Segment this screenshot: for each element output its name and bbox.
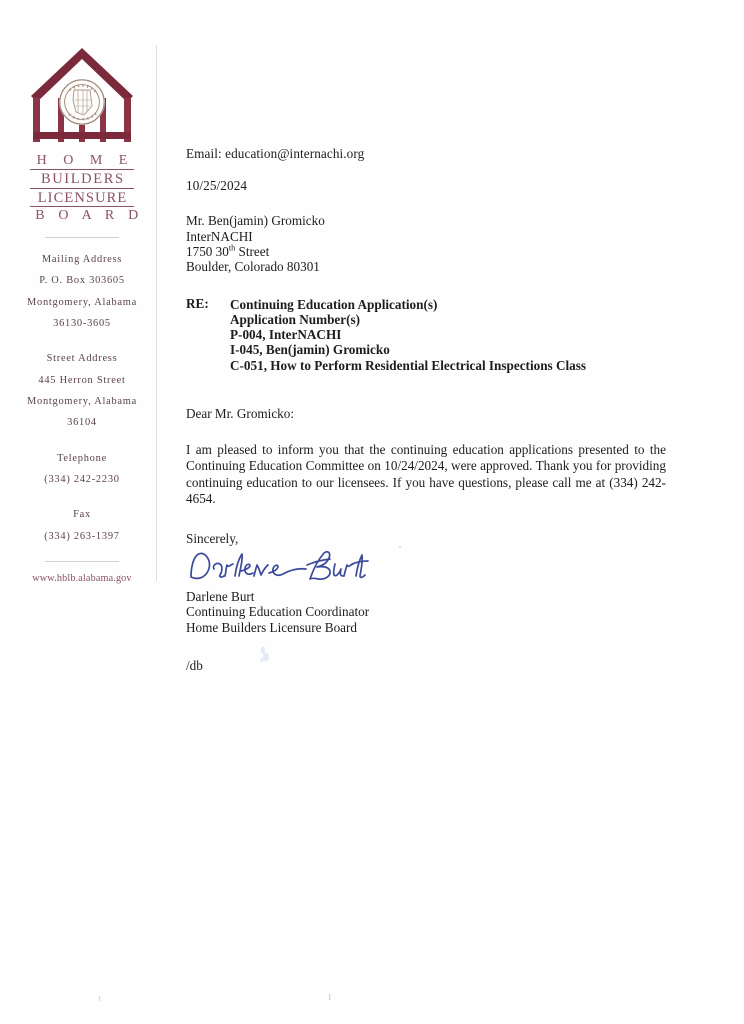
- website-url[interactable]: www.hblb.alabama.gov: [32, 572, 132, 584]
- letterhead-vertical-divider: [156, 45, 157, 581]
- re-label: RE:: [186, 295, 209, 311]
- signer-name: Darlene Burt: [186, 588, 255, 604]
- recipient-street: [186, 244, 678, 259]
- recipient-street-name: Street: [235, 244, 270, 259]
- street-address-line-2: Montgomery, Alabama: [27, 395, 137, 407]
- letterhead-sidebar: [18, 44, 146, 584]
- re-line-4: I-045, Ben(jamin) Gromicko: [230, 342, 390, 358]
- recipient-address-block: [186, 213, 678, 275]
- signer-block: [186, 589, 678, 635]
- letterhead-divider-top: [45, 237, 119, 238]
- mailing-address-line-2: Montgomery, Alabama: [27, 296, 137, 308]
- email-line: Email: education@internachi.org: [186, 146, 365, 161]
- street-address-line-3: 36104: [67, 417, 97, 429]
- re-line-3: P-004, InterNACHI: [230, 327, 342, 343]
- mailing-address-heading: Mailing Address: [41, 254, 123, 265]
- fax-value: (334) 263-1397: [44, 530, 120, 542]
- recipient-city-state-zip: Boulder, Colorado 80301: [186, 259, 320, 275]
- re-line-5: C-051, How to Perform Residential Electrical Inspections Class: [230, 357, 587, 373]
- scan-speck-artifact-bottom-left: [96, 994, 104, 1004]
- logo-word-licensure: LICENSURE: [30, 191, 134, 208]
- logo-word-home: H O M E: [30, 154, 134, 170]
- mailing-address-block: [18, 249, 146, 334]
- recipient-name: Mr. Ben(jamin) Gromicko: [186, 213, 325, 229]
- letterhead-divider-bottom: [45, 561, 119, 562]
- typist-initials: /db: [186, 658, 203, 674]
- signer-title: Continuing Education Coordinator: [186, 604, 370, 620]
- street-address-line-1: 445 Herron Street: [38, 374, 126, 386]
- mailing-address-line-3: 36130-3605: [53, 317, 111, 329]
- re-subject-block: [186, 297, 678, 373]
- telephone-block: [18, 448, 146, 491]
- body-paragraph: I am pleased to inform you that the continuing education applications presented to the Continuing Education Committee on 10/24/2024, were approved. Thank you for providing continuing education to our licensees. If you have questions, please call me at (334) 242-4654.: [186, 442, 666, 507]
- logo-wordmark: [30, 153, 144, 224]
- recipient-street-number: 1750 30: [186, 244, 229, 259]
- letter-body: [186, 146, 678, 672]
- email-block: [186, 146, 678, 162]
- letter-date: 10/25/2024: [186, 177, 248, 193]
- recipient-street-ordinal: th: [228, 243, 236, 253]
- logo-word-builders: BUILDERS: [30, 172, 134, 189]
- street-address-block: [18, 348, 146, 433]
- recipient-organization: InterNACHI: [186, 228, 253, 244]
- signer-organization: Home Builders Licensure Board: [186, 619, 358, 635]
- mailing-address-line-1: P. O. Box 303605: [39, 275, 125, 287]
- re-line-1: Continuing Education Application(s): [230, 296, 438, 312]
- telephone-heading: Telephone: [57, 452, 107, 464]
- signature-area: [186, 547, 376, 587]
- closing-line: Sincerely,: [186, 530, 239, 546]
- date-block: [186, 178, 678, 194]
- logo-word-board: B O A R D: [35, 208, 144, 223]
- telephone-value: (334) 242-2230: [44, 473, 120, 485]
- house-with-state-seal-logo: [26, 44, 138, 148]
- street-address-heading: Street Address: [46, 353, 118, 365]
- fax-block: [18, 504, 146, 547]
- salutation: Dear Mr. Gromicko:: [186, 405, 295, 421]
- fax-heading: Fax: [73, 509, 91, 521]
- scan-speck-artifact-bottom-center: [326, 993, 334, 1003]
- re-line-2: Application Number(s): [230, 312, 361, 328]
- handwritten-signature: [186, 547, 376, 587]
